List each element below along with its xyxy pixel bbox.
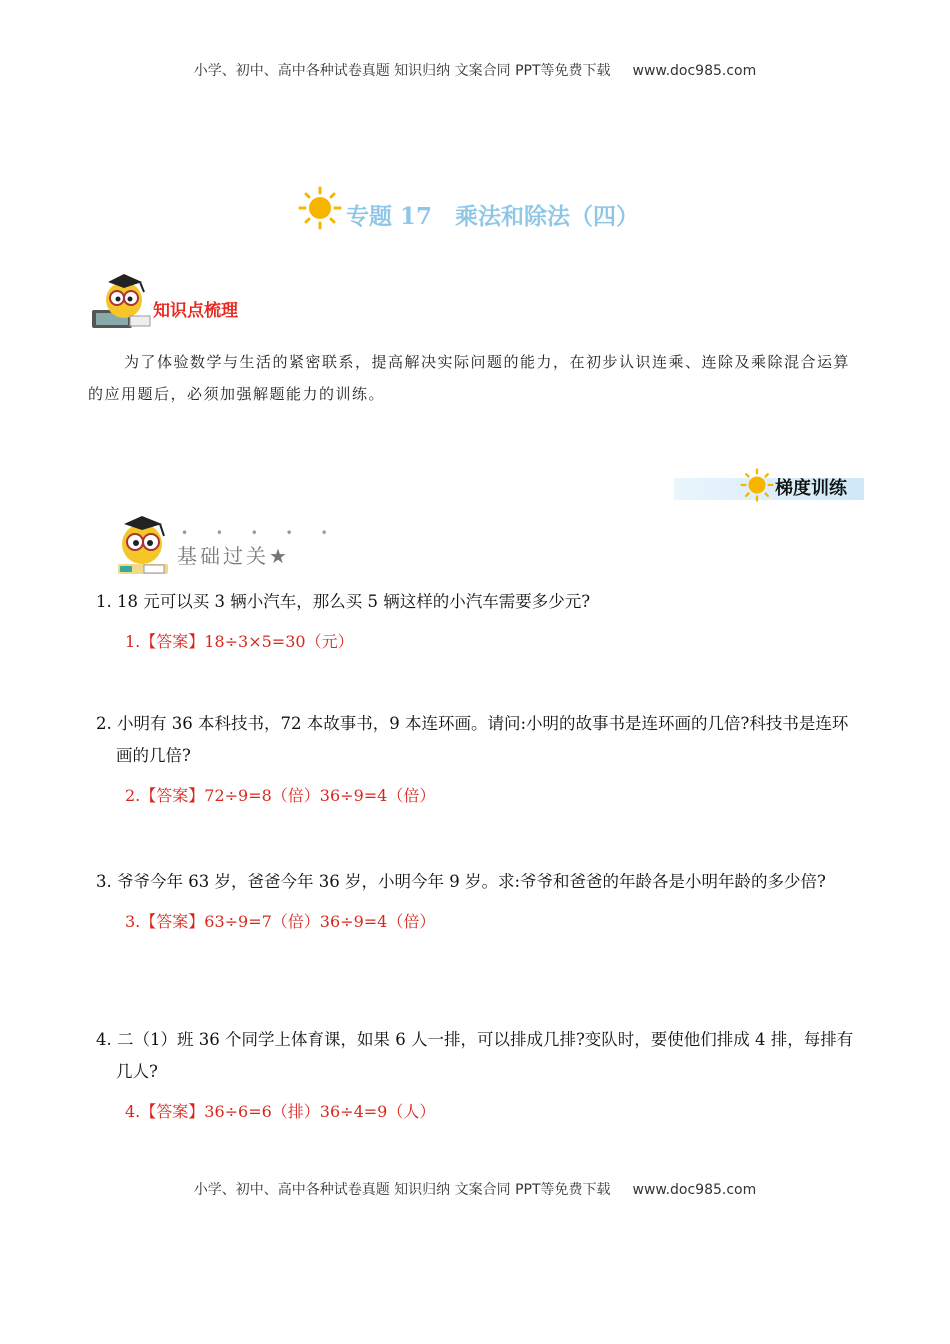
- title-block: [0, 186, 950, 236]
- question-item: [96, 708, 856, 812]
- question-item: [96, 1024, 856, 1128]
- header-text: 小学、初中、高中各种试卷真题 知识归纳 文案合同 PPT等免费下载: [193, 63, 611, 79]
- answer-text: 2.【答案】72÷9=8（倍）36÷9=4（倍）: [125, 786, 436, 805]
- footer-site: www.doc985.com: [632, 1182, 757, 1198]
- training-label: 梯度训练: [775, 478, 847, 499]
- question-text: 1. 18 元可以买 3 辆小汽车，那么买 5 辆这样的小汽车需要多少元?: [96, 592, 591, 611]
- answer-text: 3.【答案】63÷9=7（倍）36÷9=4（倍）: [125, 912, 436, 931]
- answer-text: 4.【答案】36÷6=6（排）36÷4=9（人）: [125, 1102, 436, 1121]
- owl-scholar-icon: [114, 512, 176, 582]
- question-text: 2. 小明有 36 本科技书，72 本故事书，9 本连环画。请问:小明的故事书是连环画的几倍?科技书是连环画的几倍?: [96, 714, 849, 765]
- knowledge-paragraph: 为了体验数学与生活的紧密联系，提高解决实际问题的能力，在初步认识连乘、连除及乘除混合运算的应用题后，必须加强解题能力的训练。: [88, 353, 851, 403]
- page-header: [0, 60, 950, 80]
- knowledge-title: 知识点梳理: [153, 301, 238, 321]
- basic-dots: • • • • •: [181, 526, 340, 540]
- question-item: [96, 586, 856, 658]
- sun-icon: [298, 186, 342, 234]
- owl-reading-icon: [90, 270, 156, 336]
- answer-text: 1.【答案】18÷3×5=30（元）: [125, 632, 354, 651]
- question-item: [96, 866, 856, 938]
- page-footer: [0, 1179, 950, 1199]
- footer-text: 小学、初中、高中各种试卷真题 知识归纳 文案合同 PPT等免费下载: [193, 1182, 611, 1198]
- sun-icon: [740, 468, 774, 506]
- question-text: 4. 二（1）班 36 个同学上体育课，如果 6 人一排，可以排成几排?变队时，要使他们排成 4 排，每排有几人?: [96, 1030, 854, 1081]
- header-site: www.doc985.com: [632, 63, 757, 79]
- page-title: 专题 17 乘法和除法（四）: [346, 203, 640, 230]
- question-text: 3. 爷爷今年 63 岁，爸爸今年 36 岁，小明今年 9 岁。求:爷爷和爸爸的年龄各是小明年龄的多少倍?: [96, 872, 826, 891]
- basic-label: 基础过关★: [177, 544, 290, 568]
